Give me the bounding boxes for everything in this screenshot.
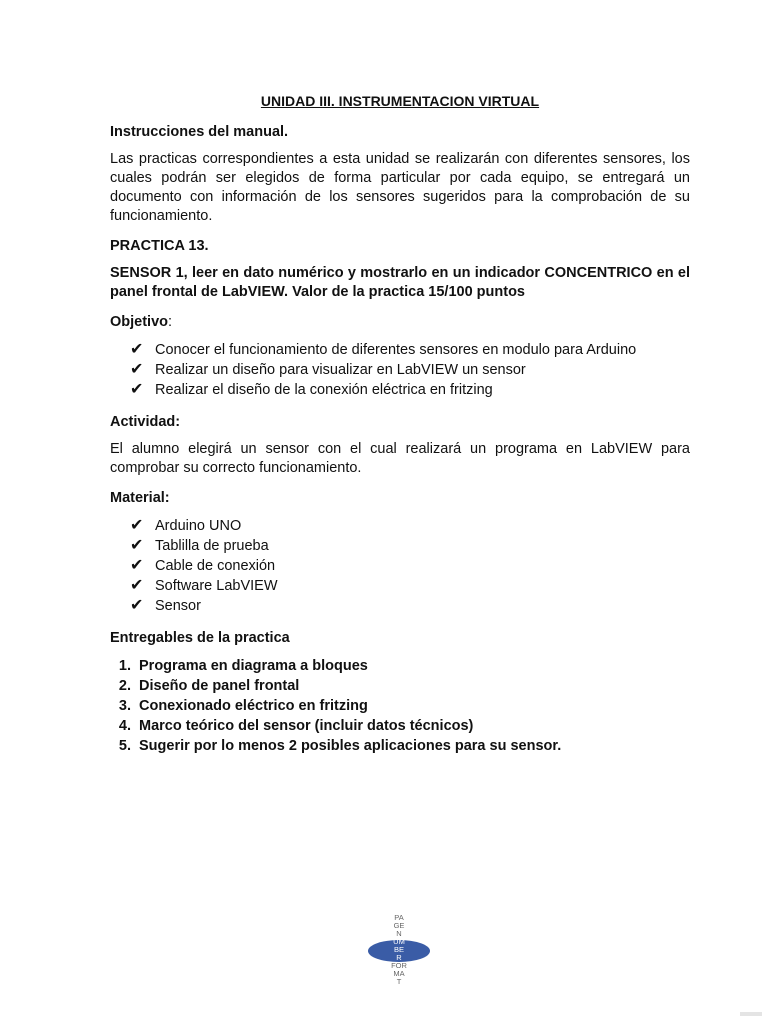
objective-heading-colon: :: [168, 314, 173, 330]
list-item: ✔ Software LabVIEW: [130, 577, 278, 594]
check-icon: ✔: [130, 557, 144, 574]
instructions-heading: Instrucciones del manual.: [110, 124, 289, 140]
material-heading: Material:: [110, 490, 170, 506]
page-number-stamp: [365, 912, 433, 986]
check-icon: ✔: [130, 517, 144, 534]
list-item: 4. Marco teórico del sensor (incluir datos técnicos): [135, 716, 690, 736]
check-icon: ✔: [130, 597, 144, 614]
document-title: UNIDAD III. INSTRUMENTACION VIRTUAL: [260, 93, 540, 109]
sensor-statement: SENSOR 1, leer en dato numérico y mostrarlo en un indicador CONCENTRICO en el panel frontal de LabVIEW. Valor de la practica 15/100 puntos: [110, 265, 690, 300]
objective-list: [110, 340, 690, 400]
list-item: 5. Sugerir por lo menos 2 posibles aplicaciones para su sensor.: [135, 736, 690, 756]
deliverables-heading: Entregables de la practica: [110, 630, 290, 646]
list-item: ✔ Cable de conexión: [130, 557, 276, 574]
list-item: ✔ Tablilla de prueba: [130, 537, 269, 554]
svg-text:T: T: [396, 977, 402, 986]
list-item: 1. Programa en diagrama a bloques: [135, 656, 690, 676]
list-item: ✔ Realizar el diseño de la conexión eléctrica en fritzing: [130, 381, 493, 398]
check-icon: ✔: [130, 361, 144, 378]
intro-paragraph: Las practicas correspondientes a esta unidad se realizarán con diferentes sensores, los cuales podrán ser elegidos de forma particular por cada equipo, se entregará un documento con información de los sensores sugeridos para la comprobación de su funcionamiento.: [110, 151, 690, 224]
svg-text:BE: BE: [393, 945, 405, 954]
check-icon: ✔: [130, 537, 144, 554]
svg-text:FOR: FOR: [391, 961, 407, 970]
list-item: 3. Conexionado eléctrico en fritzing: [135, 696, 690, 716]
svg-text:GE: GE: [393, 921, 405, 930]
deliverables-list: [110, 656, 690, 756]
svg-text:UM: UM: [393, 937, 405, 946]
list-item: ✔ Realizar un diseño para visualizar en LabVIEW un sensor: [130, 361, 526, 378]
material-list: [110, 516, 690, 616]
check-icon: ✔: [130, 341, 144, 358]
list-item: ✔ Arduino UNO: [130, 517, 242, 534]
corner-mark: [740, 1012, 762, 1016]
activity-heading: Actividad:: [110, 414, 181, 430]
objective-heading-label: Objetivo: [110, 314, 169, 330]
list-item: 2. Diseño de panel frontal: [135, 676, 690, 696]
activity-text: El alumno elegirá un sensor con el cual realizará un programa en LabVIEW para comprobar su correcto funcionamiento.: [110, 441, 690, 476]
objective-heading: [110, 312, 690, 332]
check-icon: ✔: [130, 577, 144, 594]
practice-heading: PRACTICA 13.: [110, 238, 209, 254]
svg-text:N: N: [396, 929, 402, 938]
svg-text:R: R: [396, 953, 402, 962]
document-page: [110, 92, 690, 756]
svg-text:MA: MA: [393, 969, 405, 978]
list-item: ✔ Sensor: [130, 597, 201, 614]
check-icon: ✔: [130, 381, 144, 398]
svg-text:PA: PA: [394, 913, 404, 922]
list-item: ✔ Conocer el funcionamiento de diferentes sensores en modulo para Arduino: [130, 341, 637, 358]
